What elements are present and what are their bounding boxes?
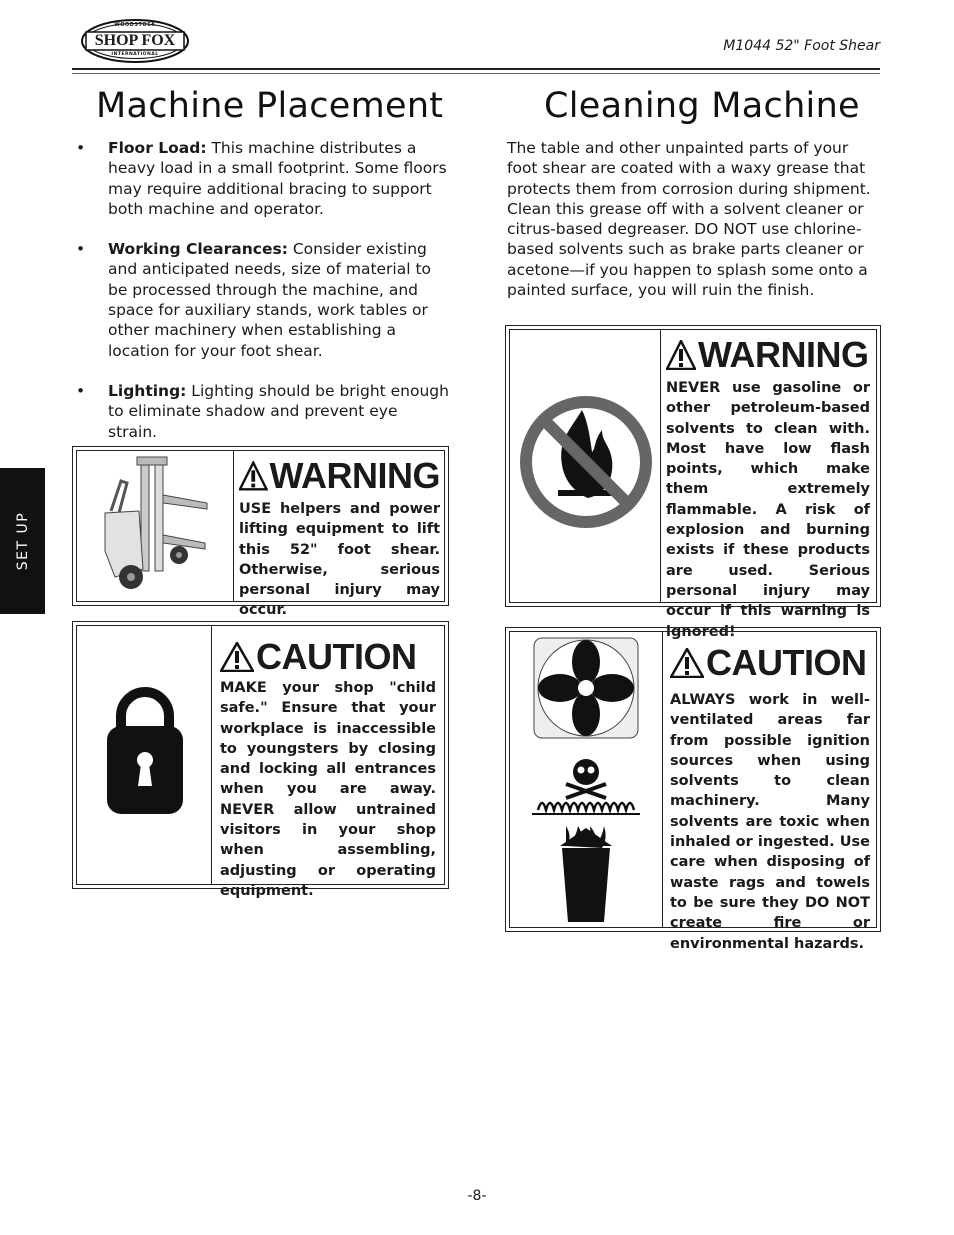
warning-signal-word: WARNING bbox=[269, 455, 440, 496]
bullet-label: Floor Load: bbox=[108, 139, 207, 157]
caution-triangle-icon bbox=[220, 642, 254, 672]
header-rule bbox=[72, 68, 880, 70]
caution-signal bbox=[670, 642, 870, 684]
caution-box-ventilation bbox=[505, 627, 881, 952]
warning-image-cell bbox=[510, 330, 661, 602]
cleaning-paragraph: The table and other unpainted parts of your foot shear are coated with a waxy grease that protects them from corrosion during shipment. Clean this grease off with a solvent cleaner or citrus-based degreaser. DO NOT use chlorine-based solvents such as brake parts cleaner or acetone—if you happen to splash some onto a painted surface, you will ruin the finish. bbox=[507, 139, 871, 300]
caution-image-cell bbox=[77, 626, 212, 884]
warning-signal-word: WARNING bbox=[698, 334, 869, 375]
logo-top-text: WOODSTOCK bbox=[114, 22, 156, 28]
caution-image-cell bbox=[510, 632, 663, 927]
caution-signal bbox=[220, 636, 436, 678]
forklift-icon bbox=[77, 451, 233, 603]
caution-text-cell bbox=[662, 632, 876, 952]
shop-fox-logo bbox=[80, 18, 190, 64]
toxic-skull-icon bbox=[532, 759, 640, 814]
warning-image-cell bbox=[77, 451, 234, 601]
caution-box-child-safe bbox=[72, 621, 449, 899]
bullet-floor-load bbox=[74, 138, 450, 219]
side-tab-set-up bbox=[0, 468, 45, 614]
warning-triangle-icon bbox=[666, 340, 696, 370]
bullet-lighting bbox=[74, 381, 450, 442]
bullet-text: Consider existing and anticipated needs, size of material to be processed through the machine, and space for auxiliary stands, work tables or other machinery when establishing a location for your foot shear. bbox=[108, 240, 432, 360]
placement-bullet-list bbox=[74, 138, 450, 462]
side-tab-label: SET UP bbox=[14, 511, 31, 571]
bullet-text: This machine distributes a heavy load in a small footprint. Some floors may require additional bracing to support both machine and operator. bbox=[108, 139, 447, 218]
no-fire-icon bbox=[510, 330, 660, 604]
warning-message: USE helpers and power lifting equipment to lift this 52" foot shear. Otherwise, serious personal injury may occur. bbox=[239, 501, 440, 619]
caution-signal-word: CAUTION bbox=[256, 636, 417, 677]
warning-text-cell bbox=[233, 451, 444, 619]
bullet-working-clearances bbox=[74, 239, 450, 361]
bullet-dot: • bbox=[76, 240, 86, 259]
caution-signal-word: CAUTION bbox=[706, 642, 867, 683]
warning-text-cell bbox=[660, 330, 876, 640]
caution-triangle-icon bbox=[670, 648, 704, 678]
warning-signal bbox=[666, 334, 870, 376]
bullet-dot: • bbox=[76, 139, 86, 157]
bullet-label: Lighting: bbox=[108, 381, 187, 400]
section-heading-machine-placement: Machine Placement bbox=[96, 86, 444, 126]
warning-box-gasoline bbox=[505, 325, 881, 640]
page-number: -8- bbox=[467, 1188, 487, 1204]
caution-icons bbox=[510, 632, 662, 929]
burning-bin-icon bbox=[560, 826, 612, 922]
padlock-icon bbox=[77, 626, 211, 886]
caution-message: ALWAYS work in well-ventilated areas far from possible ignition sources when using solvents to clean machinery. Many solvents are toxic when inhaled or ingested. Use care when disposing of waste rags and towels to be sure they DO NOT create fire or environmental hazards. bbox=[670, 692, 870, 952]
logo-bottom-text: INTERNATIONAL bbox=[111, 52, 159, 57]
warning-triangle-icon bbox=[239, 461, 268, 491]
warning-box-lifting bbox=[72, 446, 449, 619]
caution-message: MAKE your shop "child safe." Ensure that your workplace is inaccessible to youngsters by closing and locking all entrances when you are away. NEVER allow untrained visitors in your shop when assembling, adjusting or operating equipment. bbox=[220, 680, 436, 899]
document-title: M1044 52" Foot Shear bbox=[723, 38, 880, 54]
bullet-text: Lighting should be bright enough to eliminate shadow and prevent eye strain. bbox=[108, 381, 449, 441]
warning-signal bbox=[239, 455, 440, 497]
logo-brand-text: SHOP FOX bbox=[94, 32, 176, 49]
bullet-dot: • bbox=[76, 381, 86, 400]
fan-icon bbox=[534, 638, 638, 738]
section-heading-cleaning-machine: Cleaning Machine bbox=[544, 86, 860, 126]
caution-text-cell bbox=[211, 626, 444, 899]
warning-message: NEVER use gasoline or other petroleum-based solvents to clean with. Most have low flash points, which make them extremely flammable. A risk of explosion and burning exists if these products are used. Serious personal injury may occur if this warning is ignored! bbox=[666, 380, 870, 640]
bullet-label: Working Clearances: bbox=[108, 240, 288, 259]
header-rule-thin bbox=[72, 73, 880, 74]
